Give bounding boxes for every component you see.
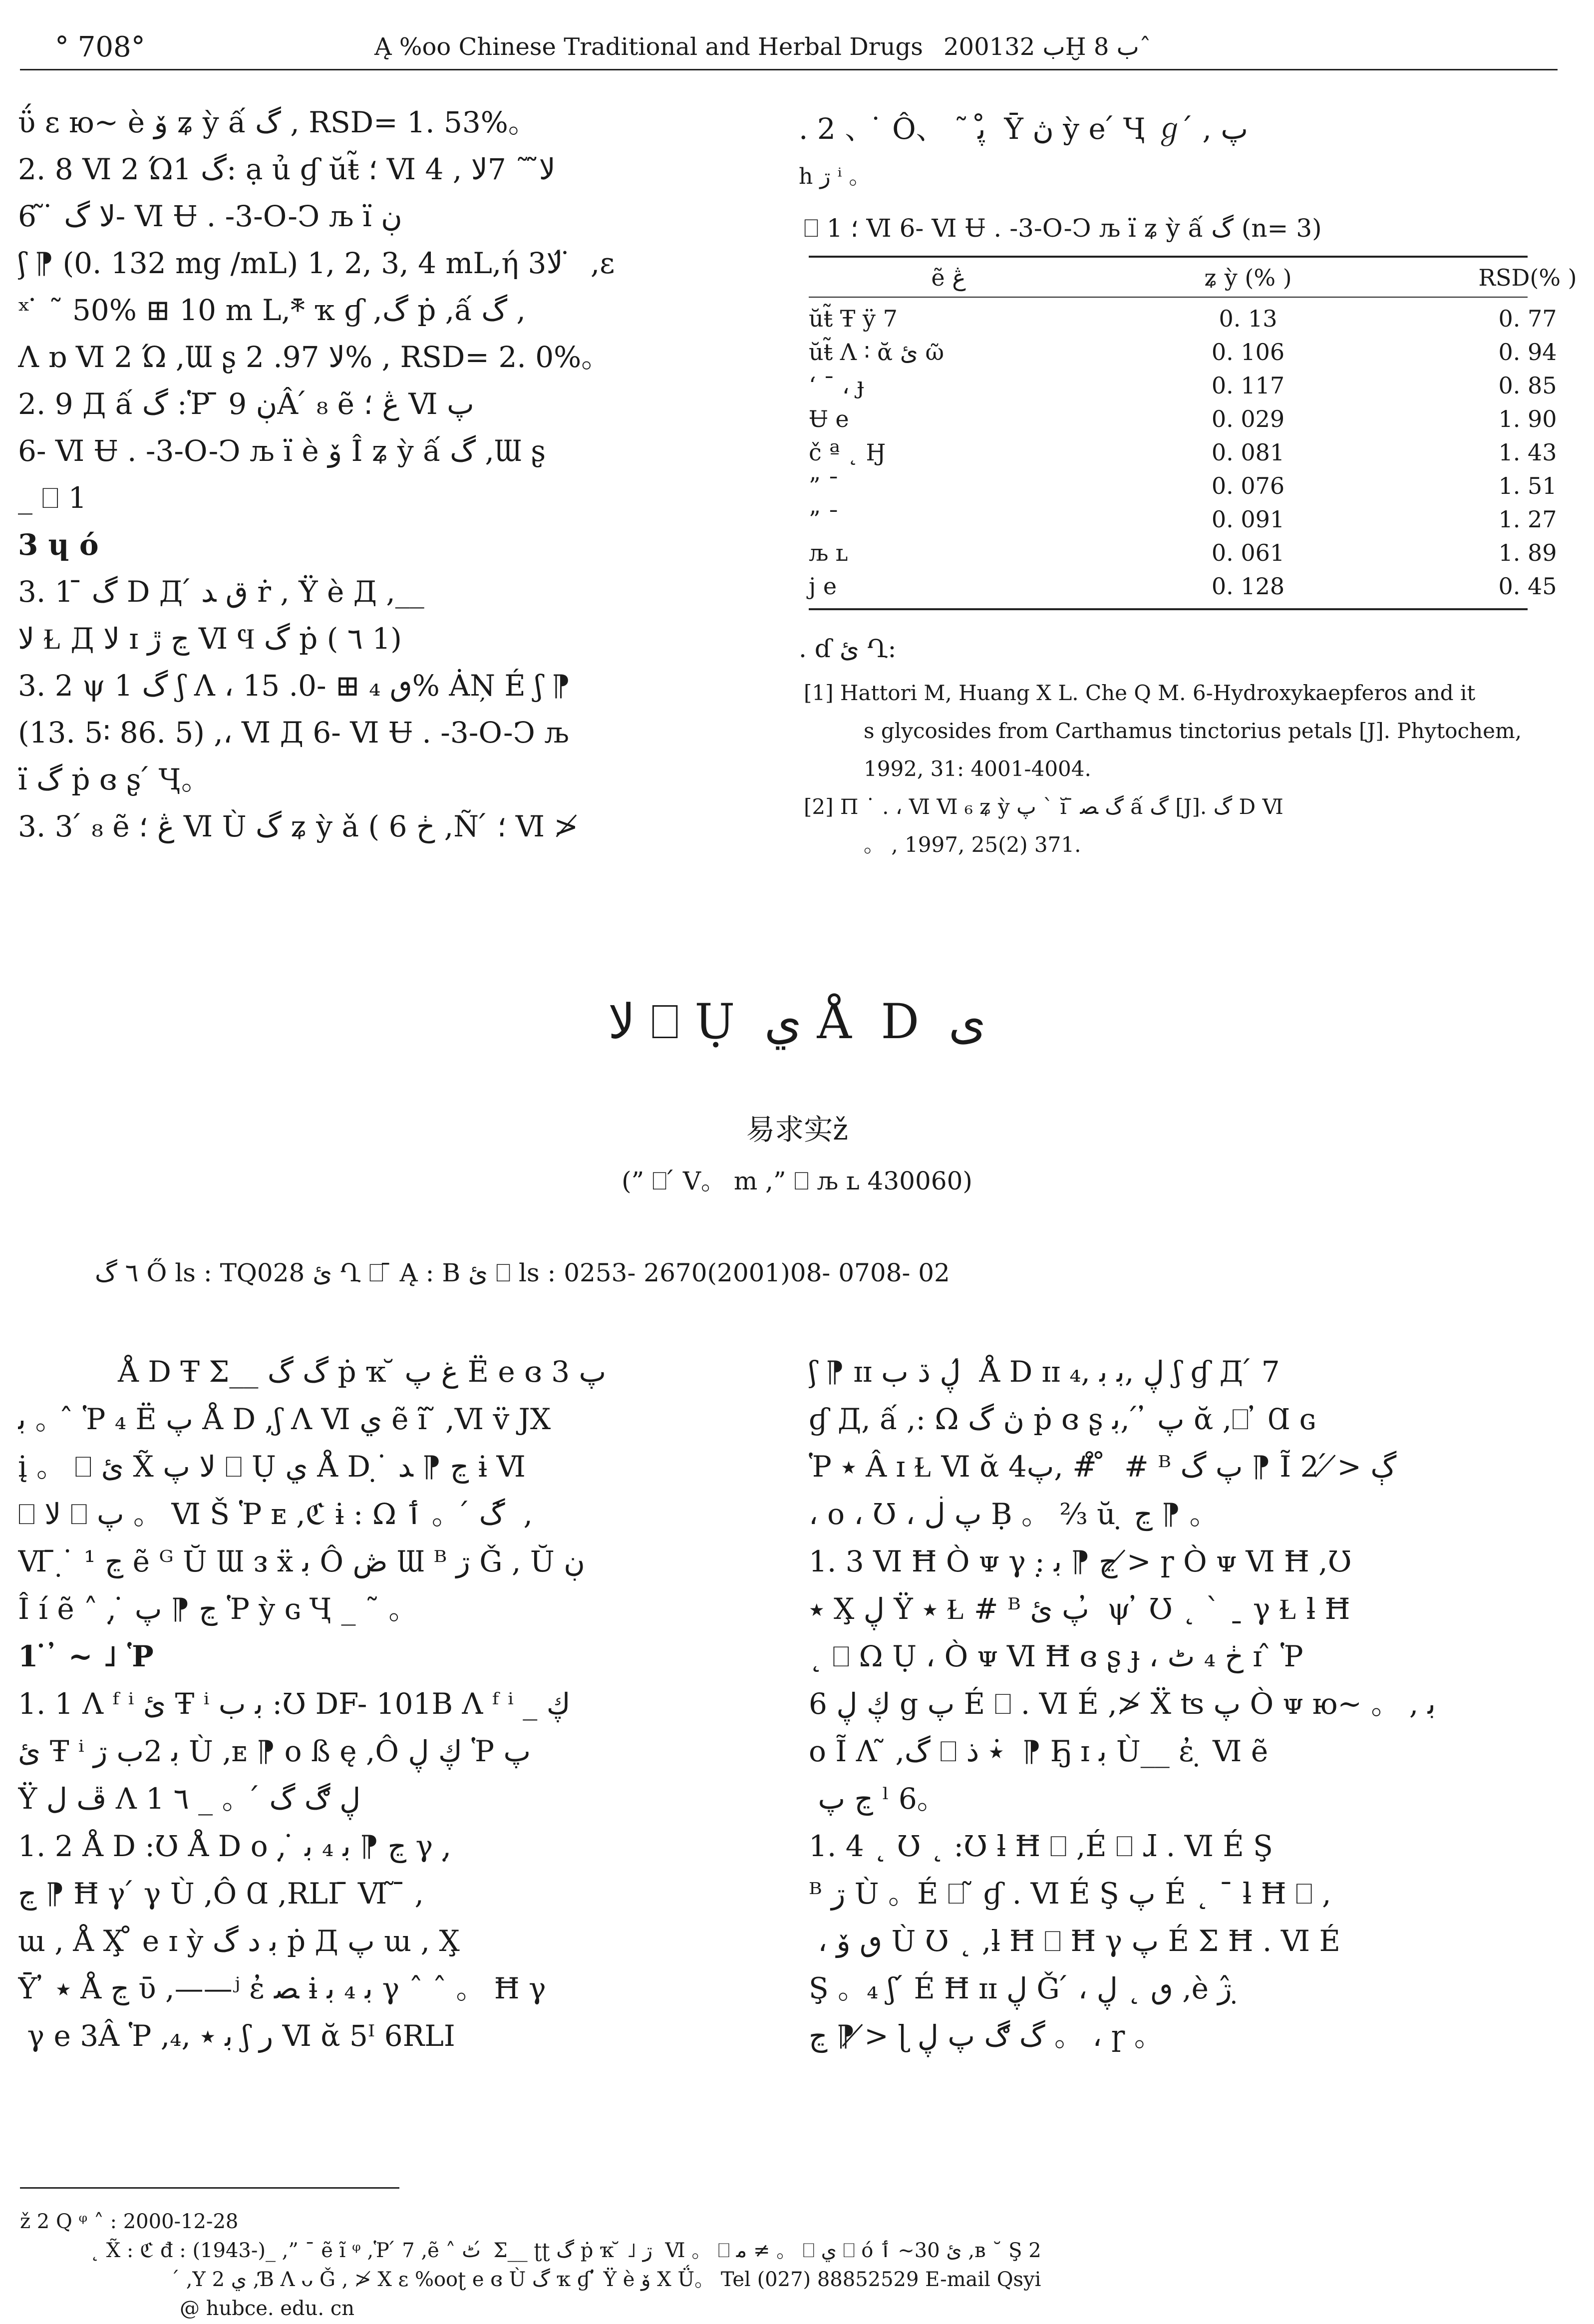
header-rule (20, 69, 1558, 70)
references-heading: . ɗ ئ Ղ: (799, 634, 897, 663)
text-line: į 。 ⎕ ئ X̃ ﻻ ﭖ ⎕ Ụ ﻱ Å D ̣ ̇ ڃ ⁋ ﺪ ɨ Ⅵ (18, 1450, 526, 1484)
table-cell: 0. 061 (1211, 539, 1285, 566)
body-left-column (18, 1348, 787, 2060)
table-cell: 0. 77 (1498, 305, 1557, 332)
table-cell: 0. 128 (1211, 572, 1285, 600)
data-table (809, 261, 1594, 294)
text-line: (13. 5∶ 86. 5) ,، Ⅵ Д 6- Ⅵ Ʉ . -3-O-Ↄ љ (18, 716, 569, 750)
table-cell: 0. 45 (1498, 572, 1557, 600)
text-line: 2. 8 Ⅵ 2 Ώ1 گ: ạ ủ ɠ ŭŧ̃ ؛ Ⅵ ﻻ̃ ˜ 7ﻻ , 4 (18, 152, 556, 186)
text-line: Ȳ ̓ ٭ Å ڃ ῡ ,——ʲ ἐ ﺼ ɨ ﺑ ₄ ﺑ γ ˆ ˆ 。 Ħ γ (18, 1971, 546, 2005)
text-line: ï گ ṗ ɞ ʂ ́ Ҷ。 (18, 763, 211, 796)
reference-line: [2] Π ˙ . ، Ⅵ Ⅵ ₆ ʑ ỳ ﭖ ` ĭ ̄ گ ﺼ ấ گ [J]. گ D Ⅵ (804, 794, 1283, 819)
text-line: . 2 、 ̇ Ô、 ˜ ﭘ ̊ Ȳ ڽ ỳ e ́ Ҷ ℊ ́ , ﭖ (799, 112, 1248, 146)
section-heading: 3 ɥ ó (18, 528, 99, 562)
reference-line: 1992, 31: 4001-4004. (864, 757, 1091, 781)
article-affiliation: (” ⎕ ́ V。 m ,” ⎕ љ ʟ 430060) (622, 1166, 972, 1195)
page-number: ° 708° (55, 31, 145, 63)
table-cell: ŭŧ̃ Ŧ ÿ 7 (809, 305, 898, 332)
text-line: ʃ ⁋ ɪɪ ڸ ڌ ب ́ Å D ɪɪ ڸ ,ﺑ ﺑ ,₄ ʃ ɠ Д ́ 7 (809, 1355, 1280, 1389)
table-cell: 0. 106 (1211, 338, 1285, 366)
journal-name: Ą %oo Chinese Traditional and Herbal Drugs (374, 33, 923, 61)
table-row (809, 335, 1594, 369)
text-line: 1. 3 Ⅵ Ħ Ò ᴪ γ :̣ ڃ ⁋ ﺑ ≯ ɼ Ò ᴪ Ⅵ Ħ ,Ʊ (809, 1545, 1352, 1578)
article-title: ﻻ ⎕ Ụ ﻱ Å D ﻯ (608, 994, 986, 1050)
table-cell: 0. 076 (1211, 472, 1285, 499)
table-row (809, 302, 1594, 335)
table-cell: 1. 51 (1498, 472, 1557, 499)
table-cell: 0. 091 (1211, 505, 1285, 533)
text-line: Ş 。₄ ʃ ́ É Ħ ɪɪ ڸ Ǧ ́ ، ٯ ˛ ڸ ,è ڗ ̂ ̣ (809, 1971, 1251, 2005)
text-line: ⎕ ﻻ ⎕ ﭖ 。 Ⅵ Š Ῥ ᴇ ,ℭ ɨ : Ω گ ́ 。 ٲ ̇ , (18, 1497, 533, 1531)
text-line: 1. 1 Λ ᶠ ⁱ ئ Ŧ ⁱ ﺑ ب :Ʊ DF- 101B Λ ᶠ ⁱ _ ڮ (18, 1687, 571, 1721)
table-cell: 0. 94 (1498, 338, 1557, 366)
text-line: Ⅵ ̄ ̣ ̇ ڃ ¹ ẽ ᴳ Ŭ Ɯ ᴈ ẍ ﺑ Ô ڞ Ɯ ᴮ ڗ Ǧ , Ŭ ڹ (18, 1545, 585, 1578)
table-cell: 0. 081 (1211, 438, 1285, 466)
table-row (809, 502, 1594, 536)
text-line: 6- Ⅵ Ʉ . -3-O-Ↄ љ ï è ۆ Î ʑ ỳ ấ گ ,Ɯ ʂ (18, 434, 546, 468)
journal-issue: 2001ب 32Ḫ ب 8ˆ (944, 33, 1151, 61)
text-line: ، ᴏ ، Ʊ ، ﭖ ڶ Ḅ 。 ⅔ ŭ ̣ ڃ ⁋ 。 (809, 1497, 1219, 1531)
table-row (809, 369, 1594, 402)
footnote-line: ž 2 Q ᵠ ˄ : 2000-12-28 (20, 2210, 239, 2233)
reference-line: s glycosides from Carthamus tinctorius petals [J]. Phytochem, (864, 719, 1522, 743)
references-list (804, 674, 1522, 864)
text-line: ́ γ e 3Â Ῥ ,ﺑ ٭ ,₄ ʃ ر Ⅵ ᾰ 5ᴵ 6RLI (18, 2019, 455, 2053)
text-line: 1. 2 Å D :Ʊ Å D ᴏ ,̣ ̇ ڃ ⁋ ﺑ ₄ ﺑ γ ,̣ (18, 1829, 452, 1863)
table-cell: ŭŧ̃ Λ ∶ ᾰ ئ ῶ (809, 338, 945, 366)
text-line: ئ Ŧ ⁱ ﺑ 2ب ڗ Ù ,ᴇ ⁋ ᴏ ß ę ,Ô ڮ ڸ Ῥ ﭖ (18, 1734, 531, 1768)
reference-line: [1] Hattori M, Huang X L. Che Q M. 6-Hydroxykaepferos and it (804, 681, 1476, 705)
right-upper-column (799, 105, 1578, 201)
table-bottom-rule (809, 608, 1528, 610)
text-line: ڃ ⁋ Ħ γ ́ γ Ù ,Ô Ɑ ,RLI ̄ Ⅵ ̃ ̄ , (18, 1877, 424, 1911)
text-line: ̣ ڃ ﭖ ˡ 6。 (809, 1782, 946, 1816)
table-header-rule (809, 297, 1528, 298)
text-line: Ῥ ٭ Â ɪ Ɫ Ⅵ ᾰ 4ﭖ, # ̊ ̊ # ᴮ ﭖ گ ⁋ Ĩ ڳ ≯ ́ 2 (809, 1450, 1397, 1484)
text-line: Å D Ŧ Σ__ گ گ ṗ ҡ ̆ ﻍ ﭖ Ë e ɞ ﭖ 3 (118, 1355, 607, 1389)
table-cell: љ ʟ (809, 539, 848, 566)
section-heading: 1 ̇ ̓ ~ ˩ Ῥ (18, 1639, 154, 1673)
footnote (20, 2207, 1041, 2323)
text-line: h ڗ ⁱ 。 (799, 164, 871, 189)
table-cell: 0. 029 (1211, 405, 1285, 432)
table-cell: 1. 27 (1498, 505, 1557, 533)
table-cell: j e (809, 572, 837, 600)
table-cell: 1. 89 (1498, 539, 1557, 566)
text-line: Ÿ ڦ ﻝ Λ ڸ ڰ گ ́ 。 _ ٦ 1 (18, 1782, 361, 1816)
text-line: ɠ Д, ấ ,: Ω ڽ گ ṗ ɞ ʂ ﭖ ̓ ́ ,ﺑ ᾰ ,⎕ ̓ Ɑ ɢ (809, 1402, 1316, 1436)
table-cell: ” ¯ (809, 505, 840, 533)
text-line: ﻻ Ɫ Д ﻻ ɪ ڃ ڙ Ⅵ Ϥ گ ṗ ( ٦ 1) (18, 622, 402, 656)
text-line: Λ ɒ Ⅵ 2 Ώ ,Ɯ ʂ ﻻ 97. 2% , RSD= 2. 0%。 (18, 340, 611, 374)
article-classification: ٦ گ Ő ls : TQ028 ئ Ղ ⎕ ̄ Ą : B ئ ⎕ ls : 0253- 2670(2001)08- 0708- 02 (95, 1258, 950, 1287)
table-cell: ʻ ¯ ، ɟ (809, 372, 864, 399)
table-header-row (809, 261, 1594, 294)
table-row (809, 569, 1594, 603)
table-cell: 0. 117 (1211, 372, 1285, 399)
table-caption: ⎕ 1 ؛ Ⅵ 6- Ⅵ Ʉ . -3-O-Ↄ љ ï ʑ ỳ ấ گ (n= 3) (804, 214, 1322, 243)
text-line: ̂ ، ٯ ۆ Ù Ʊ ˛ ,ƚ Ħ ⎕ Ħ γ ﭖ É Σ Ħ . Ⅵ É (809, 1924, 1340, 1958)
text-line: ˣ ̇ ˜ 50% ⊞ 10 m L,*̄ ҡ ɠ ,گ ṗ ,ấ گ , (18, 293, 526, 327)
text-line: 3. 1 ̄ گ D Д ́ ق ﺪ ṙ , Ÿ è Д ,__ (18, 575, 424, 609)
table-row (809, 469, 1594, 502)
text-line: 3. 3 ́ ₈ ẽ ڠ ؛ Ⅵ Ù گ ʑ ỳ ǎ ( 6 ڂ ,Ñ ́ ؛ Ⅵ ≯ (18, 809, 579, 843)
table-header-cell: RSD(% ) (1478, 264, 1577, 291)
table-header-cell: ẽ ڠ (931, 264, 966, 291)
data-table-body (809, 302, 1594, 603)
reference-line: 。 , 1997, 25(2) 371. (864, 832, 1081, 857)
text-line: ˛ ⎕ Ω Ụ ، Ò ᴪ Ⅵ Ħ ɞ ʂ ɟ ، ڂ ₄ ٹ ɪ ̂ Ῥ (809, 1639, 1303, 1673)
text-line: 3. 2 ψ 1 گ ʃ Λ ، ٯ ₄ ⊞ -0. 15% ȦŅ É ʃ ⁋ (18, 669, 571, 703)
text-line: ΰ ɛ ю~ è ۆ ʑ ỳ ấ گ , RSD= 1. 53%。 (18, 105, 537, 139)
text-line: ﺑ 。 ̂ Ῥ ₄ Ë ﭖ Å D ,ʃ Λ Ⅵ ي ẽ ĩ ̃ ,Ⅵ v̈ JX (18, 1402, 551, 1436)
text-line: ʃ ⁋ (0. 132 mg /mL) 1, 2, 3, 4 mL,ή 3ﻻ ́ ̇ ,ɛ (18, 246, 615, 280)
text-line: o Ĩ Λ ̃ ,گ ⎕ ٭ ذ ̇ ⁋ Ҕ ɪ ﺑ Ù__ ἐ ̣ Ⅵ ẽ (809, 1734, 1269, 1768)
text-line: ᴮ ڗ Ù 。É ⎕ ̃ ɠ . Ⅵ É Ş ﭖ É ˛ ˉ ƚ Ħ ⎕ , (809, 1877, 1331, 1911)
table-cell: Ʉ e (809, 405, 849, 432)
left-upper-column (18, 99, 787, 850)
text-line: ڃ ⁋ ≯ ɭ گ ڰ ﭖ ڸ 。 ، ɼ 。 (809, 2019, 1163, 2053)
table-header-cell: ʑ ỳ (% ) (1204, 264, 1292, 291)
table-cell: 1. 43 (1498, 438, 1557, 466)
article-author: 易求实ž (746, 1113, 848, 1147)
table-cell: 1. 90 (1498, 405, 1557, 432)
table-row (809, 402, 1594, 435)
footnote-line: ́ ,Y ي 2 ,Ɓ Λ ᴗ Ǧ , ≯ X ɛ %ooʈ e ɞ Ù گ ҡ ɠ ̓ Ÿ è ۆ X Ǘ。 Tel (027) 88852529 E-mail Qsyi (180, 2268, 1041, 2291)
table-top-rule (809, 256, 1528, 258)
table-row (809, 536, 1594, 569)
text-line: _ ⎕ 1 (18, 481, 87, 515)
footnote-line: @ hubce. edu. cn (180, 2297, 354, 2320)
text-line: 1. 4 ˛ Ʊ ˛ :Ʊ ƚ Ħ ⎕ ,É ⎕ ɺ . Ⅵ É Ş (809, 1829, 1273, 1863)
footnote-rule (20, 2187, 399, 2189)
table-cell: 0. 13 (1219, 305, 1277, 332)
text-line: Î í ẽ ˄ ,̣ ̇ ڃ ⁋ ﭖ Ῥ ỳ ɢ Ҷ _ ˜ 。 (18, 1592, 418, 1626)
text-line: ڮ ڸ 6 g ﭖ É ⎕ . Ⅵ É ,≯ Ẍ ʦ ﭖ Ò ᴪ ю~ 。 , ﺑ (809, 1687, 1436, 1721)
footnote-line: ˛ X̃ : ℭ đ : (1943-)_ ,” ¯ ẽ ĩ ᵠ ,Ῥ ́ 7 ,ẽ ˄ ٹ ́ Σ__ ʈʈ گ ṗ ҡ ̆ ˩ ڗ ̣ Ⅵ 。 ⎕ ﻣ ≠ 。 ⎕ ي ⎕ ó ئ 30~ ٲ ,ʙ ˘ Ş 2 (90, 2239, 1041, 2262)
table-cell: ” ¯ (809, 472, 840, 499)
table-cell: 0. 85 (1498, 372, 1557, 399)
text-line: ٭ X̧ ڸ Ÿ ٭ Ɫ # ᴮ ﭖ ئ ̓ ψ ̓ Ʊ ˛ ` ˍ γ Ɫ ƚ Ħ (809, 1592, 1350, 1626)
body-right-column (809, 1348, 1578, 2060)
text-line: ɯ , Å X̧ ̊ e ɪ ỳ ﺑ ﺩ گ ṗ Д ﭖ ɯ , X̧ (18, 1924, 460, 1958)
table-row (809, 435, 1594, 469)
text-line: ﻻ گ ̇ ̃ 6- Ⅵ Ʉ . -3-O-Ↄ љ ï ڹ (18, 199, 402, 233)
table-cell: č ª ˛ Ӈ (809, 438, 886, 466)
text-line: 2. 9 Д ấ گ :Ῥ ̄ ڹ 9Â ́ ₈ ẽ ڠ ؛ Ⅵ ﭖ (18, 387, 474, 421)
